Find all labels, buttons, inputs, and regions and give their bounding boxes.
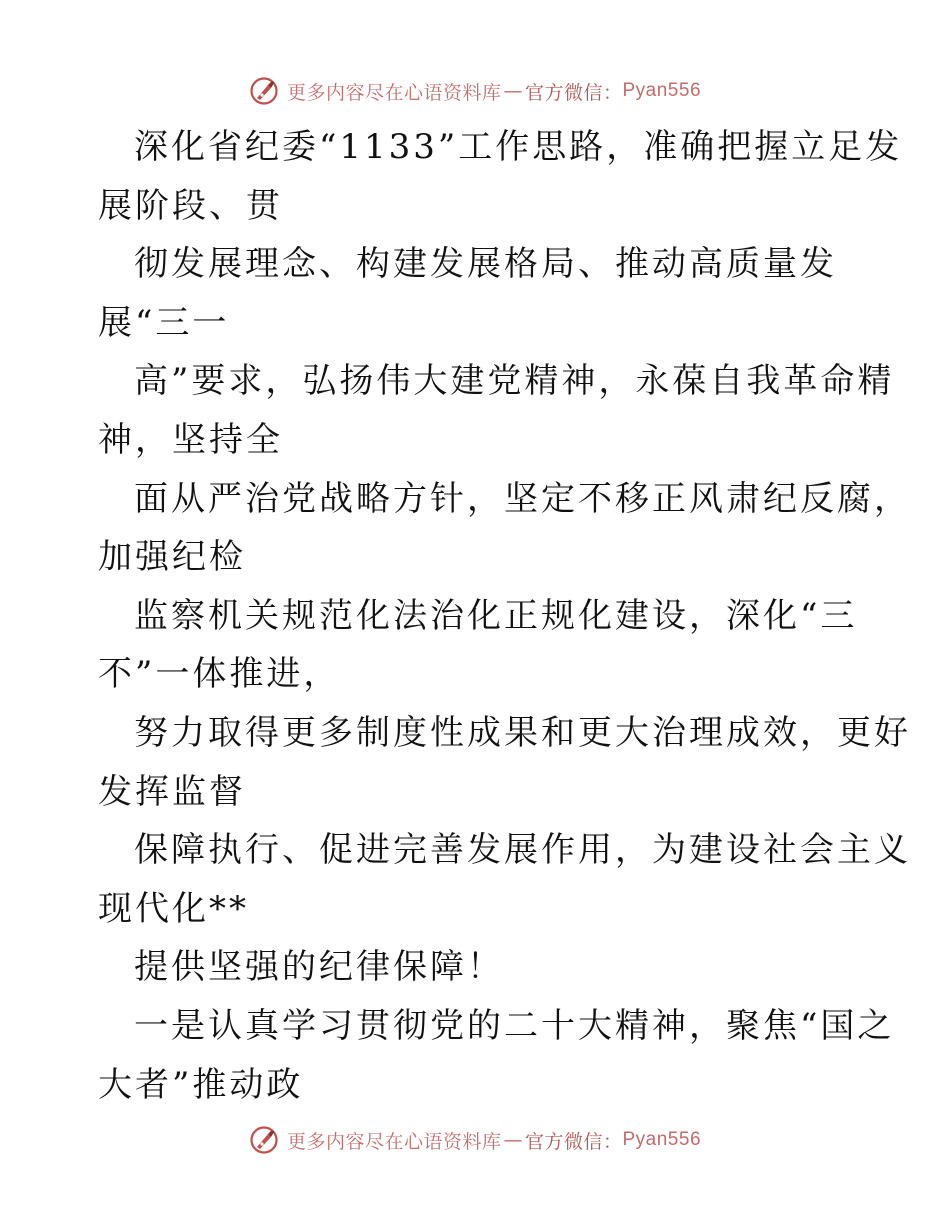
watermark-dash: — [503, 80, 523, 102]
text-line: 加强纪检 [98, 537, 246, 578]
text-line: 现代化** [98, 888, 249, 929]
watermark-text: 更多内容尽在心语资料库 [286, 1130, 502, 1153]
pen-nib-logo-icon [249, 76, 279, 106]
document-body [98, 118, 911, 1114]
watermark-official-label: 官方微信： [524, 81, 623, 104]
watermark-text: 更多内容尽在心语资料库 [286, 81, 502, 104]
text-line: 深化省纪委“1133”工作思路，准确把握立足发 [134, 127, 903, 167]
text-line: 一是认真学习贯彻党的二十大精神，聚焦“国之 [134, 1005, 895, 1046]
watermark-wechat-handle: Pyan556 [622, 80, 702, 101]
text-line: 发挥监督 [98, 771, 246, 812]
text-line: 神，坚持全 [98, 419, 283, 460]
text-line: 展阶段、贯 [98, 185, 283, 226]
watermark-wechat-handle: Pyan556 [622, 1129, 702, 1150]
footer-watermark [0, 1120, 950, 1160]
text-line: 大者”推动政 [98, 1064, 304, 1105]
text-line: 面从严治党战略方针，坚定不移正风肃纪反腐， [134, 478, 911, 519]
text-line: 不”一体推进， [98, 654, 341, 695]
watermark-dash: — [503, 1129, 523, 1151]
header-watermark [0, 71, 950, 111]
text-line: 保障执行、促进完善发展作用，为建设社会主义 [134, 830, 911, 871]
pen-nib-logo-icon [249, 1125, 279, 1155]
text-line: 展“三一 [98, 302, 230, 343]
text-line: 提供坚强的纪律保障！ [134, 947, 504, 988]
text-line: 彻发展理念、构建发展格局、推动高质量发 [134, 244, 837, 285]
text-line: 高”要求，弘扬伟大建党精神，永葆自我革命精 [134, 361, 895, 402]
watermark-official-label: 官方微信： [524, 1130, 623, 1153]
text-line: 努力取得更多制度性成果和更大治理成效，更好 [134, 712, 911, 753]
text-line: 监察机关规范化法治化正规化建设，深化“三 [134, 595, 858, 636]
